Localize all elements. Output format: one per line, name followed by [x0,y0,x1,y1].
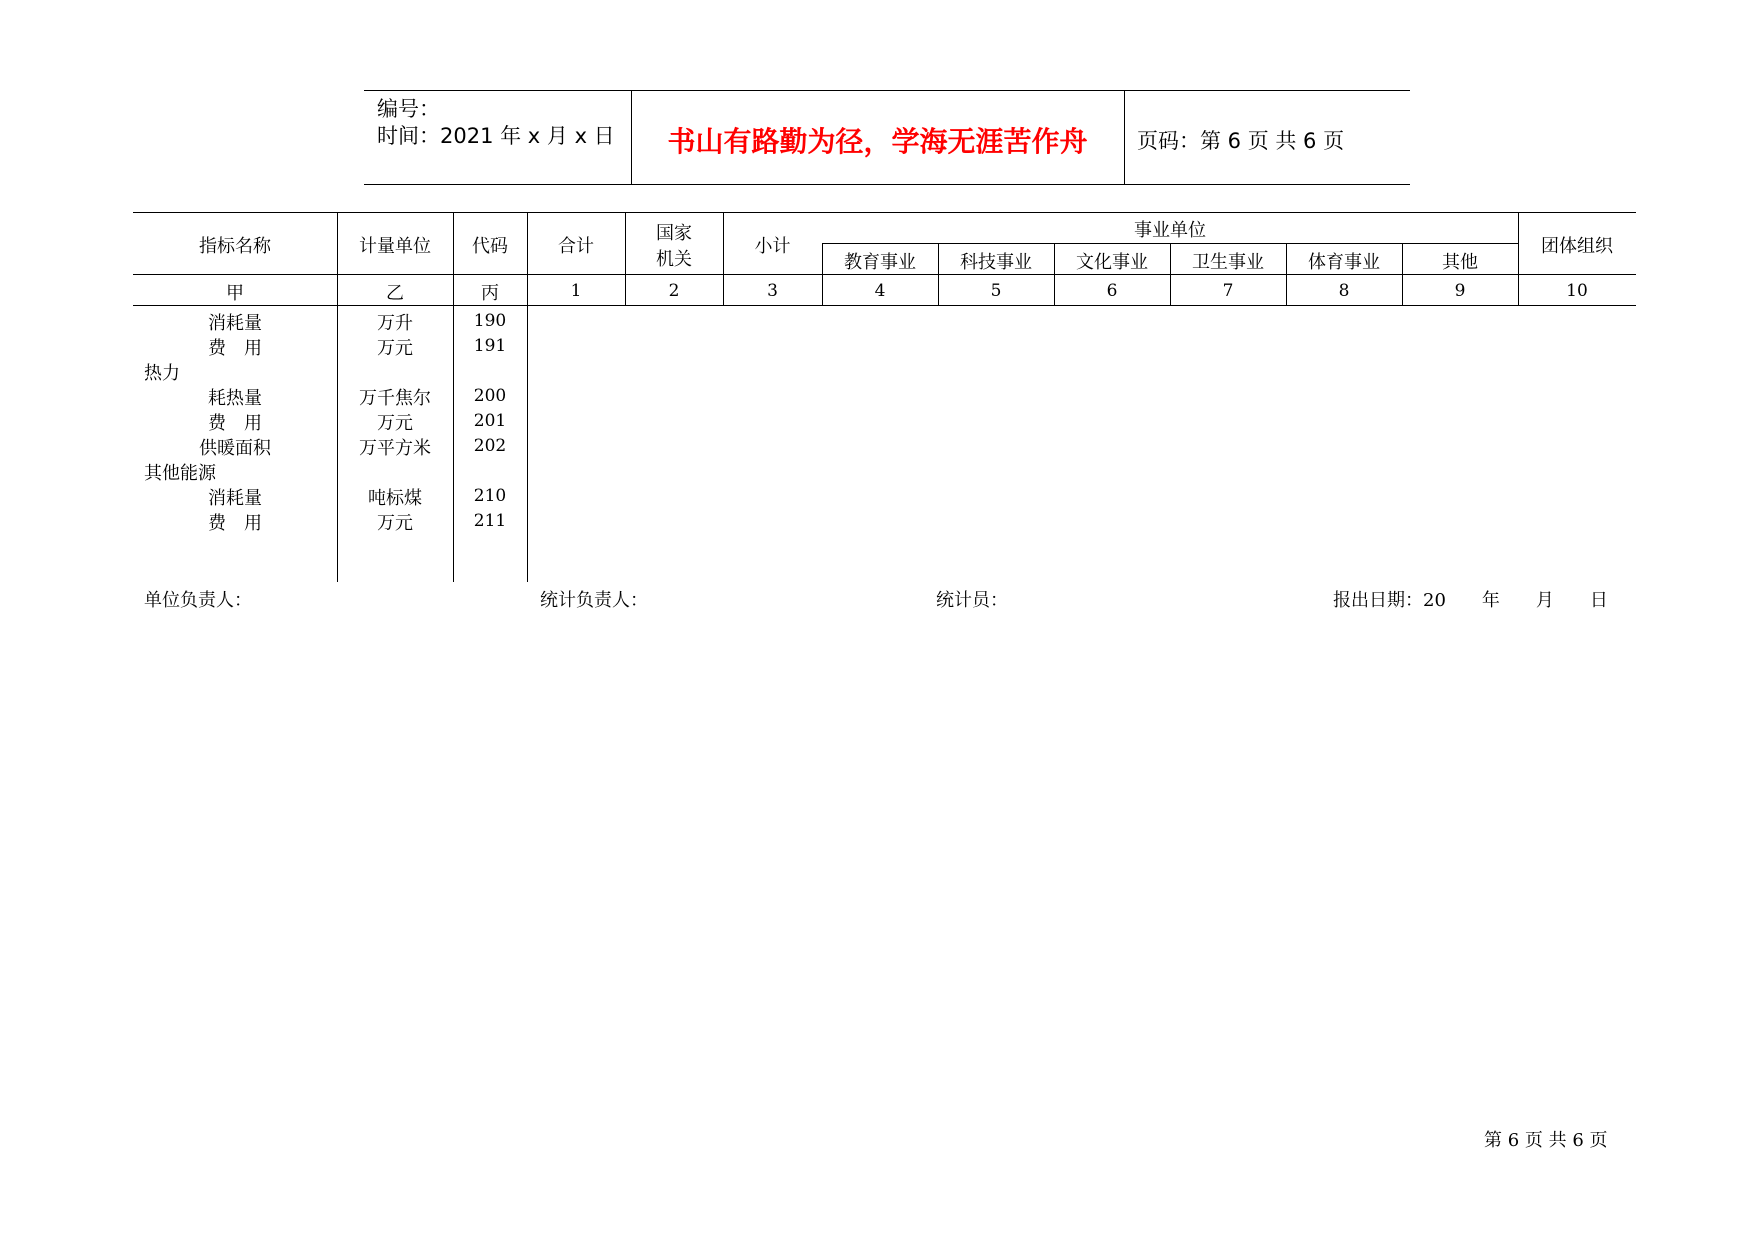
row-unit: 万元 [377,513,413,534]
index-cell: 6 [1106,281,1118,301]
row-indicator-name: 供暖面积 [199,438,271,459]
index-cell: 9 [1454,281,1466,301]
row-indicator-name: 耗热量 [208,388,262,409]
index-cell: 7 [1222,281,1234,301]
row-code: 201 [473,411,507,431]
index-cell: 乙 [386,283,404,304]
header-gov-line2: 机关 [656,249,692,270]
col-divider-code [527,212,528,582]
header-bottom-border [364,184,1410,185]
row-indicator-name: 消耗量 [208,313,262,334]
header-social-org: 团体组织 [1541,236,1613,257]
row-unit: 万元 [377,413,413,434]
header-health: 卫生事业 [1192,252,1264,273]
time-label: 时间：2021 年 x 月 x 日 [377,124,615,148]
row-code: 211 [473,511,507,531]
row-code: 210 [473,486,507,506]
header-culture: 文化事业 [1076,252,1148,273]
row-indicator-name: 消耗量 [208,488,262,509]
header-subtotal: 小计 [754,236,791,257]
stat-head-label: 统计负责人： [540,590,648,611]
header-divider-right [1124,90,1125,185]
index-cell: 10 [1566,281,1588,301]
index-row-rule [133,305,1636,306]
header-top-border [364,90,1410,91]
header-gov-line1: 国家 [656,223,692,244]
row-category-other-energy: 其他能源 [144,463,216,484]
footer-page-number: 第 6 页 共 6 页 [1484,1130,1608,1151]
row-indicator-name: 费 用 [208,513,262,534]
row-category-heat: 热力 [144,363,180,384]
row-code: 200 [473,386,507,406]
header-total: 合计 [558,236,594,257]
row-unit: 吨标煤 [368,488,422,509]
row-code: 202 [473,436,507,456]
index-cell: 4 [874,281,886,301]
row-code: 190 [473,311,507,331]
statistician-label: 统计员： [936,590,1008,611]
page-number-label: 页码：第 6 页 共 6 页 [1137,129,1345,153]
row-unit: 万千焦尔 [359,388,431,409]
index-cell: 3 [767,281,778,301]
row-indicator-name: 费 用 [208,338,262,359]
index-cell: 2 [668,281,680,301]
index-cell: 1 [570,281,582,301]
row-unit: 万元 [377,338,413,359]
motto-title: 书山有路勤为径，学海无涯苦作舟 [667,125,1088,158]
header-other: 其他 [1442,252,1478,273]
serial-number-label: 编号： [377,97,440,121]
header-sports: 体育事业 [1308,252,1380,273]
row-unit: 万升 [377,313,413,334]
row-unit: 万平方米 [359,438,431,459]
header-education: 教育事业 [844,252,916,273]
header-code: 代码 [472,236,508,257]
row-code: 191 [473,336,507,356]
index-cell: 丙 [481,283,499,304]
row-indicator-name: 费 用 [208,413,262,434]
table-top-border [133,212,1636,213]
index-cell: 5 [990,281,1002,301]
index-cell: 8 [1338,281,1350,301]
report-date-label: 报出日期：20 年 月 日 [1333,590,1608,611]
header-science: 科技事业 [960,252,1032,273]
header-public-units: 事业单位 [1134,220,1206,241]
header-indicator-name: 指标名称 [199,236,271,257]
header-bottom-rule [133,274,1636,275]
index-cell: 甲 [226,283,244,304]
unit-head-label: 单位负责人： [144,590,252,611]
header-unit: 计量单位 [359,236,431,257]
